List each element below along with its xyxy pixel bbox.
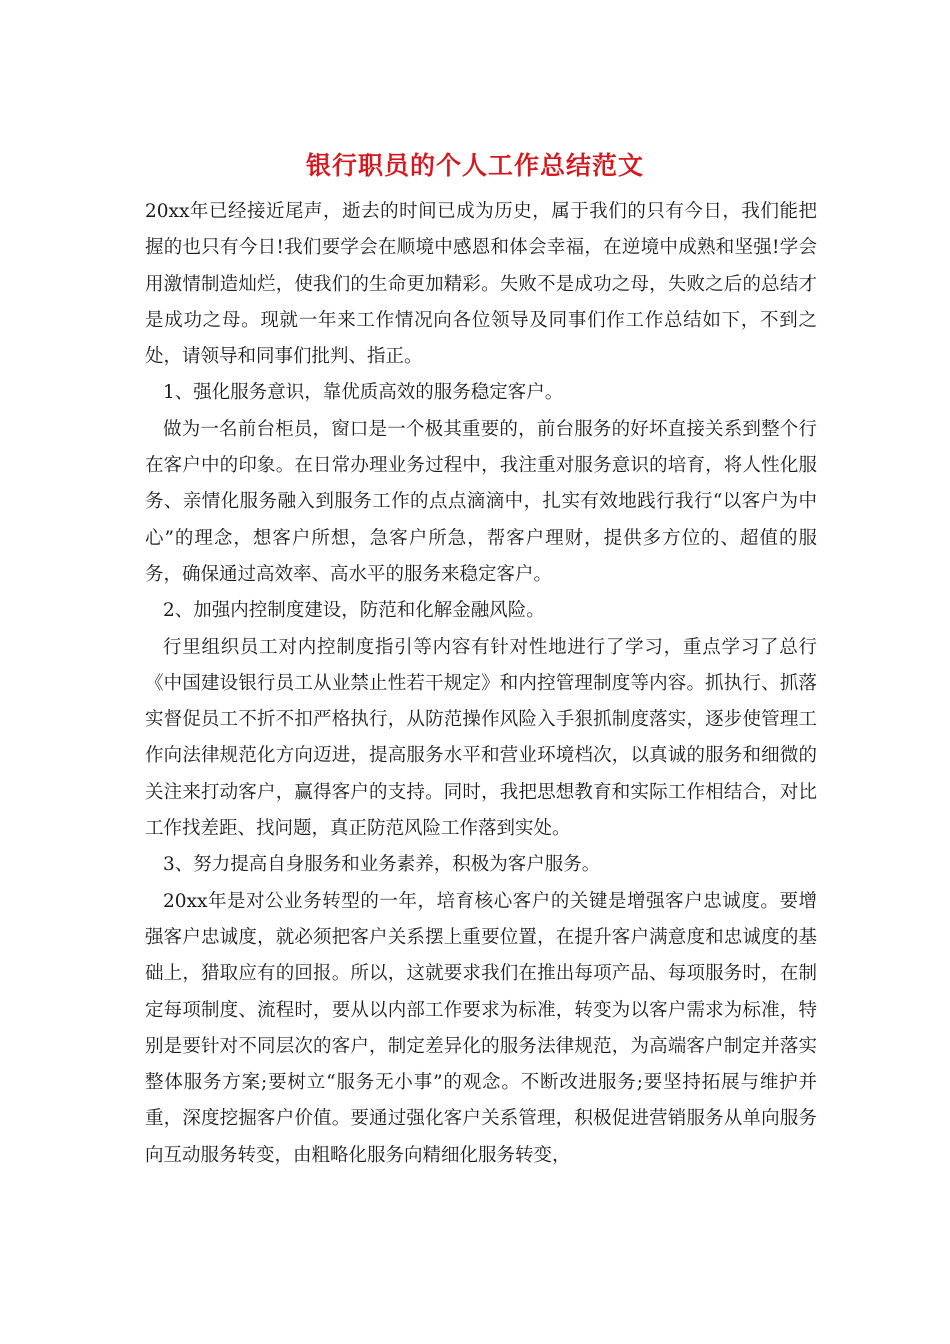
paragraph-heading-1: 1、强化服务意识，靠优质高效的服务稳定客户。 [163,382,564,404]
paragraph-section-1: 做为一名前台柜员，窗口是一个极其重要的，前台服务的好坏直接关系到整个行在客户中的印象。在日常办理业务过程中，我注重对服务意识的培育，将人性化服务、亲情化服务融入到服务工作的点点滴滴中，扎实有效地践行我行“以客户为中心”的理念，想客户所想，急客户所急，帮客户理财，提供多方位的、超值的服务，确保通过高效率、高水平的服务来稳定客户。 [145,418,817,585]
paragraph-heading-2: 2、加强内控制度建设，防范和化解金融风险。 [163,600,545,622]
paragraph-intro: 20xx年已经接近尾声，逝去的时间已成为历史，属于我们的只有今日，我们能把握的也只有今日!我们要学会在顺境中感恩和体会幸福，在逆境中成熟和坚强!学会用激情制造灿烂，使我们的生命更加精彩。失败不是成功之母，失败之后的总结才是成功之母。现就一年来工作情况向各位领导及同事们作工作总结如下，不到之处，请领导和同事们批判、指正。 [145,201,817,368]
paragraph-section-3: 20xx年是对公业务转型的一年，培育核心客户的关键是增强客户忠诚度。要增强客户忠诚度，就必须把客户关系摆上重要位置，在提升客户满意度和忠诚度的基础上，猎取应有的回报。所以，这就要求我们在推出每项产品、每项服务时，在制定每项制度、流程时，要从以内部工作要求为标准，转变为以客户需求为标准，特别是要针对不同层次的客户，制定差异化的服务法律规范，为高端客户制定并落实整体服务方案;要树立“服务无小事”的观念。不断改进服务;要坚持拓展与维护并重，深度挖掘客户价值。要通过强化客户关系管理，积极促进营销服务从单向服务向互动服务转变，由粗略化服务向精细化服务转变， [145,890,817,1166]
document-body [145,194,817,1174]
document-title: 银行职员的个人工作总结范文 [305,151,644,180]
paragraph-heading-3: 3、努力提高自身服务和业务素养，积极为客户服务。 [163,854,601,876]
paragraph-section-2: 行里组织员工对内控制度指引等内容有针对性地进行了学习，重点学习了总行《中国建设银行员工从业禁止性若干规定》和内控管理制度等内容。抓执行、抓落实督促员工不折不扣严格执行，从防范操作风险入手狠抓制度落实，逐步使管理工作向法律规范化方向迈进，提高服务水平和营业环境档次，以真诚的服务和细微的关注来打动客户，赢得客户的支持。同时，我把思想教育和实际工作相结合，对比工作找差距、找问题，真正防范风险工作落到实处。 [145,636,817,840]
